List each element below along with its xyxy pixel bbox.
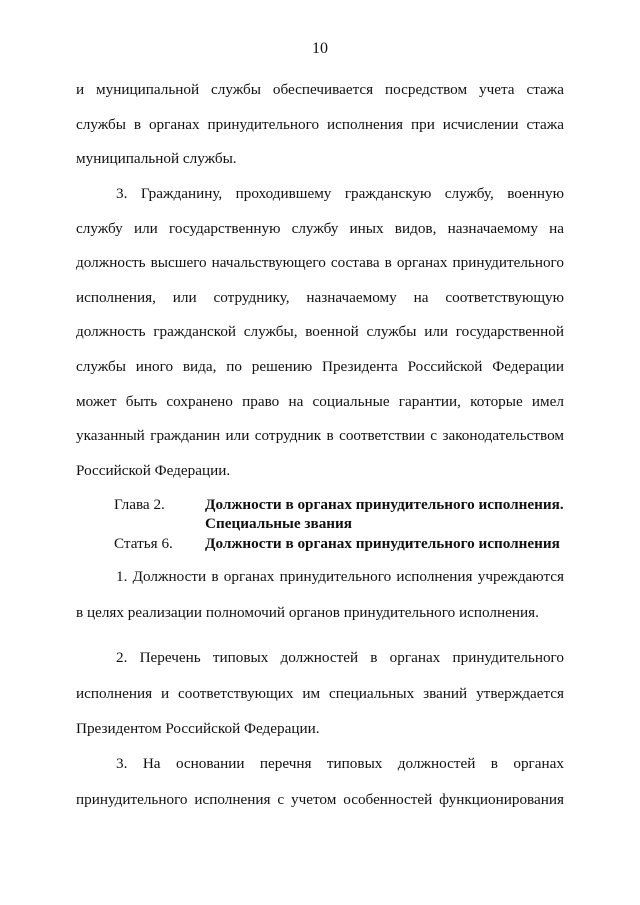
chapter-heading bbox=[114, 495, 574, 533]
article-heading bbox=[114, 534, 574, 553]
paragraph-continuation: и муниципальной службы обеспечивается посредством учета стажа службы в органах принудительного исполнения при исчислении стажа муниципальной службы. bbox=[76, 81, 564, 168]
paragraph-article-6-item-2: 2. Перечень типовых должностей в органах принудительного исполнения и соответствующих им специальных званий утверждается Президентом Российской Федерации. bbox=[76, 649, 564, 737]
page-number: 10 bbox=[312, 40, 328, 57]
paragraph-article-6-item-1: 1. Должности в органах принудительного исполнения учреждаются в целях реализации полномочий органов принудительного исполнения. bbox=[76, 568, 564, 621]
chapter-label: Глава 2. bbox=[114, 496, 165, 513]
chapter-title: Должности в органах принудительного исполнения. Специальные звания bbox=[205, 496, 564, 532]
paragraph-line: принудительного исполнения с учетом особенностей функционирования bbox=[76, 790, 564, 808]
article-label: Статья 6. bbox=[114, 535, 173, 552]
paragraph-3-social-guarantees: 3. Гражданину, проходившему гражданскую службу, военную службу или государственную службу иных видов, назначаемому на должность высшего начальствующего состава в органах принудительного исполнения, или сотруднику, назначаемому на соответствующую должность гражданской службы, военной службы или государственной службы иного вида, по решению Президента Российской Федерации может быть сохранено право на социальные гарантии, которые имел указанный гражданин или сотрудник в соответствии с законодательством Российской Федерации. bbox=[76, 185, 564, 479]
paragraph-line: 3. На основании перечня типовых должностей в органах bbox=[116, 755, 564, 772]
article-title: Должности в органах принудительного исполнения bbox=[205, 535, 560, 552]
paragraph-article-6-item-3 bbox=[76, 746, 564, 817]
